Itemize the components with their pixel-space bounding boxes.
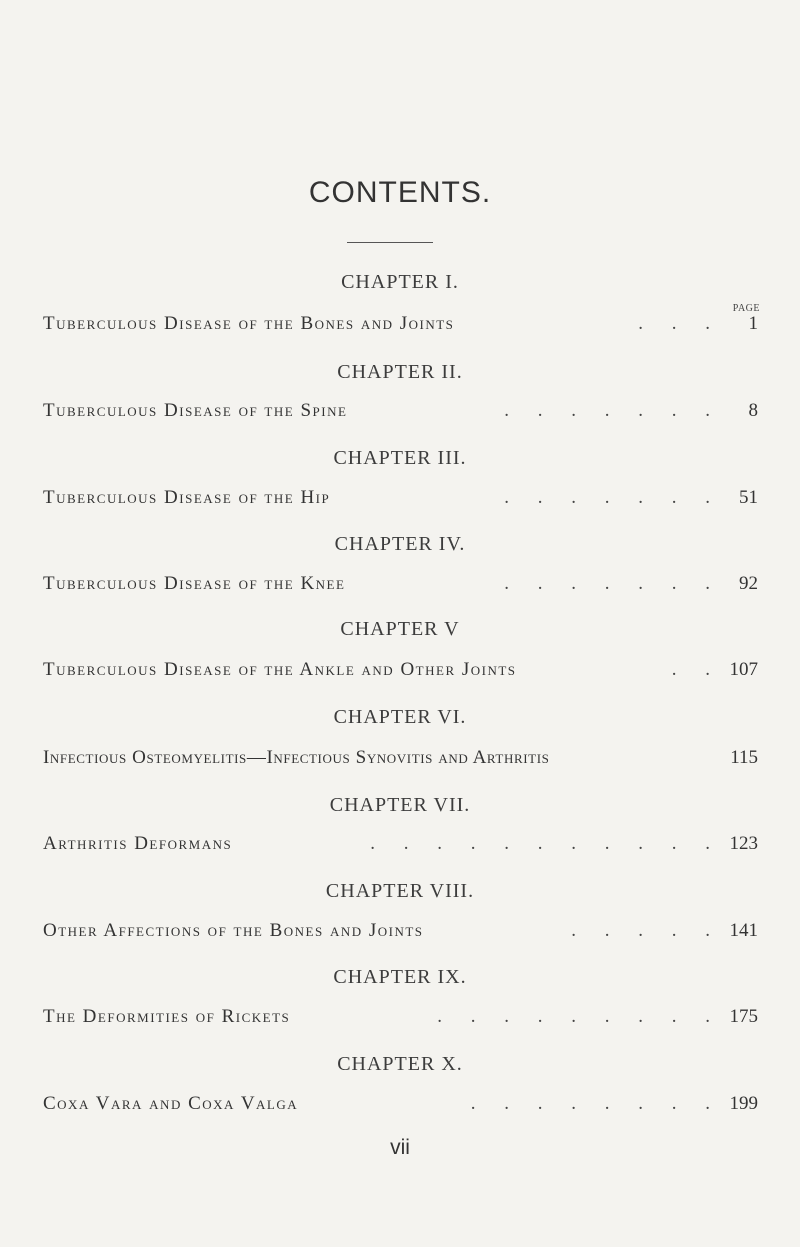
toc-entry[interactable] — [43, 1093, 758, 1115]
title-rule — [347, 242, 433, 243]
dot-leader: . . . . . . . — [504, 487, 722, 508]
toc-entry-title: Arthritis Deformans — [43, 833, 233, 854]
toc-entry-page: 141 — [729, 920, 758, 941]
dot-leader: . . . . . . . — [504, 573, 722, 594]
chapter-heading: CHAPTER VI. — [333, 706, 467, 728]
toc-entry[interactable] — [43, 920, 758, 942]
toc-entry-page: 1 — [748, 313, 758, 334]
toc-entry-title: Tuberculous Disease of the Ankle and Other Joints — [43, 659, 517, 680]
chapter-heading: CHAPTER IX. — [333, 966, 467, 988]
toc-entry-title: Other Affections of the Bones and Joints — [43, 920, 424, 941]
chapter-heading: CHAPTER VII. — [329, 794, 471, 816]
toc-entry[interactable] — [43, 833, 758, 855]
page-title: CONTENTS. — [308, 176, 492, 209]
toc-entry[interactable] — [43, 313, 758, 335]
page-column-label: PAGE — [732, 303, 760, 314]
toc-entry-page: 199 — [729, 1093, 758, 1114]
toc-entry-title: Tuberculous Disease of the Spine — [43, 400, 348, 421]
dot-leader: . . . . . . . — [504, 400, 722, 421]
toc-entry-title: Coxa Vara and Coxa Valga — [43, 1093, 299, 1114]
toc-entry-page: 51 — [739, 487, 758, 508]
toc-entry-title: Infectious Osteomyelitis—Infectious Synovitis and Arthritis — [43, 747, 550, 768]
toc-entry-title: Tuberculous Disease of the Hip — [43, 487, 331, 508]
toc-entry[interactable] — [43, 487, 758, 509]
toc-entry[interactable] — [43, 1006, 758, 1028]
chapter-heading: CHAPTER IV. — [334, 533, 466, 555]
chapter-heading: CHAPTER I. — [341, 271, 459, 293]
toc-entry-page: 107 — [729, 659, 758, 680]
toc-entry[interactable] — [43, 659, 758, 681]
chapter-heading: CHAPTER V — [340, 618, 460, 640]
dot-leader: . . . . . . . . . — [437, 1006, 722, 1027]
toc-entry-page: 123 — [729, 833, 758, 854]
dot-leader: . . . . . . . . — [470, 1093, 722, 1114]
dot-leader: . . . — [638, 313, 722, 334]
page-folio: vii — [390, 1136, 410, 1159]
toc-entry-page: 115 — [730, 747, 758, 768]
chapter-heading: CHAPTER X. — [337, 1053, 463, 1075]
chapter-heading: CHAPTER VIII. — [325, 880, 475, 902]
toc-entry-title: The Deformities of Rickets — [43, 1006, 291, 1027]
dot-leader: . . — [671, 659, 722, 680]
toc-entry[interactable] — [43, 400, 758, 422]
dot-leader: . . . . . . . . . . . — [370, 833, 722, 854]
toc-entry[interactable] — [43, 573, 758, 595]
chapter-heading: CHAPTER II. — [337, 361, 463, 383]
dot-leader: . . . . . — [571, 920, 722, 941]
toc-entry-page: 92 — [739, 573, 758, 594]
toc-entry[interactable] — [43, 747, 758, 769]
toc-entry-title: Tuberculous Disease of the Knee — [43, 573, 346, 594]
toc-entry-page: 175 — [729, 1006, 758, 1027]
chapter-heading: CHAPTER III. — [333, 447, 467, 469]
toc-entry-page: 8 — [748, 400, 758, 421]
toc-entry-title: Tuberculous Disease of the Bones and Joints — [43, 313, 455, 334]
